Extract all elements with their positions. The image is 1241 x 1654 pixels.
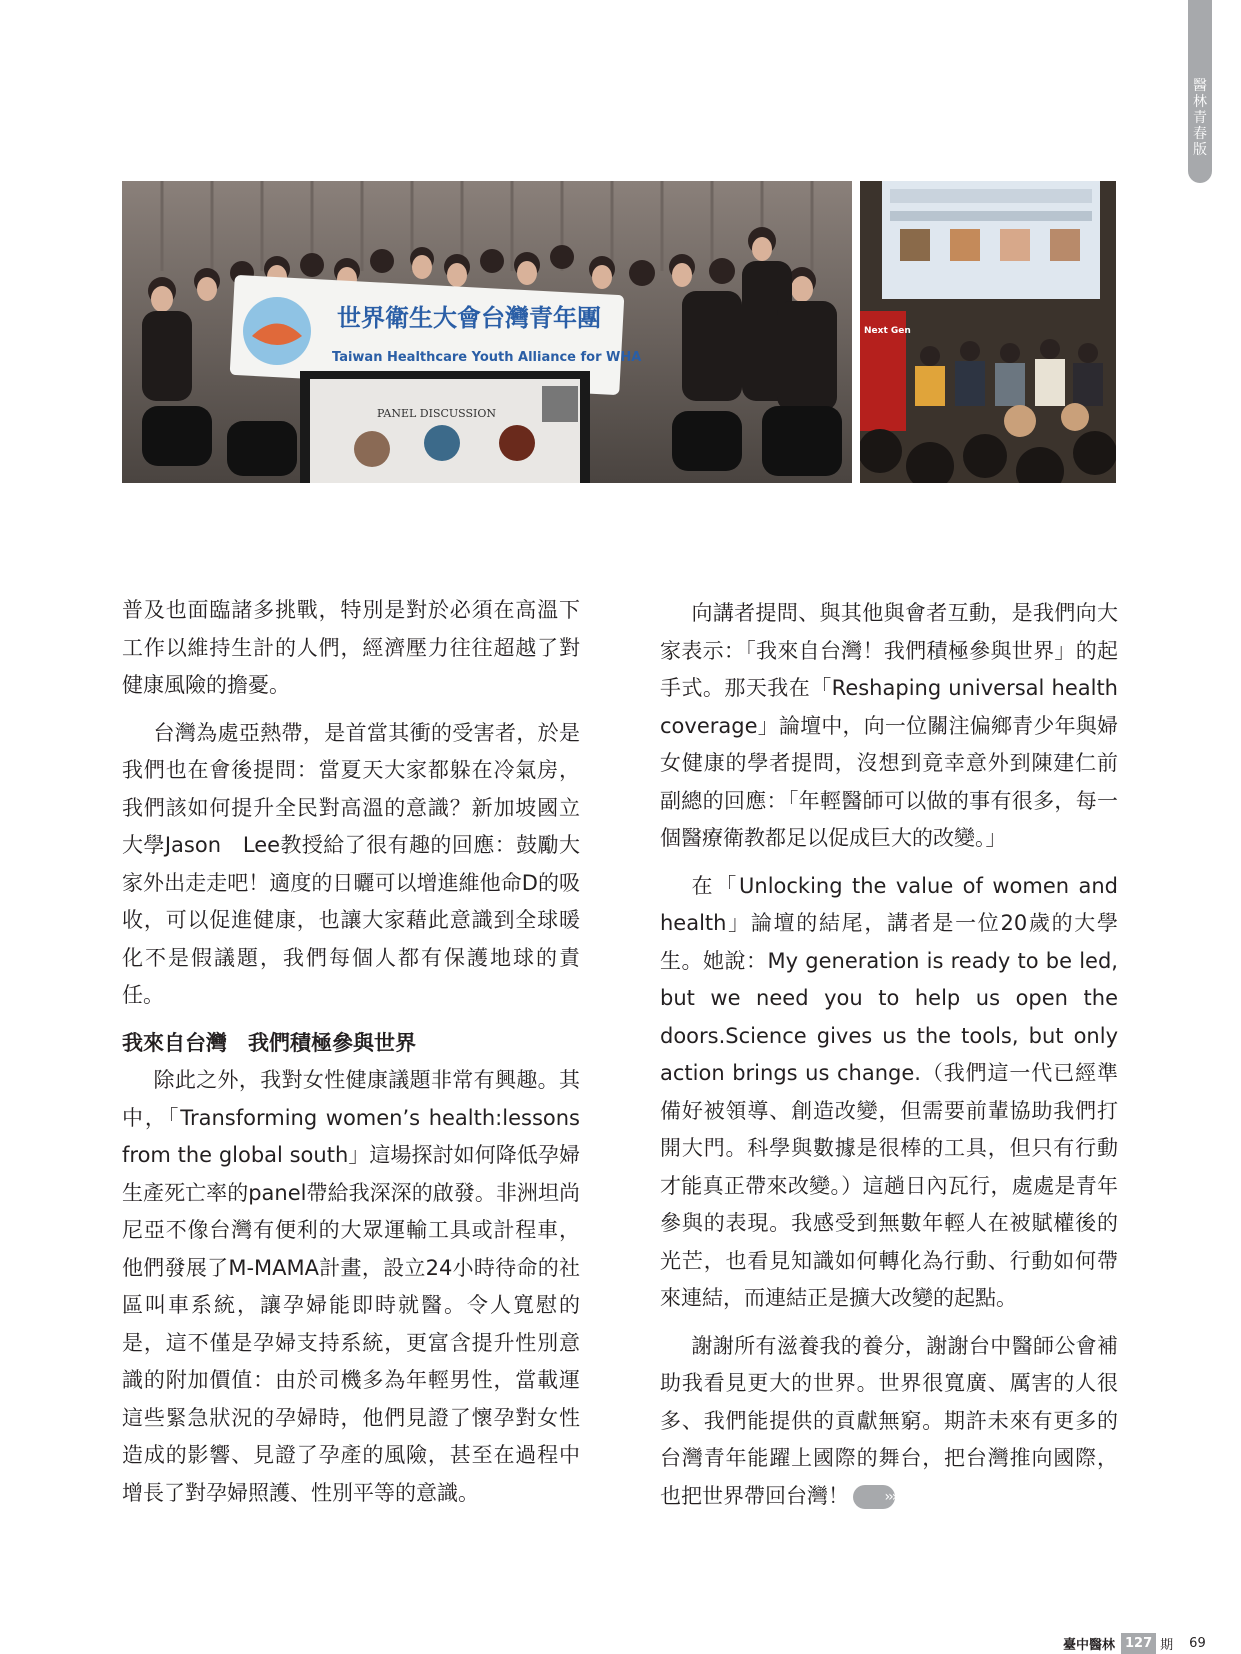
closing-paragraph-text: 謝謝所有滋養我的養分，謝謝台中醫師公會補助我看見更大的世界。世界很寬廣、厲害的人很多、我們能提供的貢獻無窮。期許未來有更多的台灣青年能躍上國際的舞台，把台灣推向國際，也把世界帶回台灣！ <box>660 1333 1118 1508</box>
banner-title: 世界衛生大會台灣青年團 <box>337 304 601 332</box>
paragraph: 向講者提問、與其他與會者互動，是我們向大家表示：「我來自台灣！我們積極參與世界」的起手式。那天我在「Reshaping universal health coverage」論壇中，向一位關注偏鄉青少年與婦女健康的學者提問，沒想到竟幸意外到陳建仁前副總的回應：「年輕醫師可以做的事有很多，每一個醫療衛教都足以促成巨大的改變。」 <box>660 601 1118 850</box>
article-column-right <box>660 595 1118 1515</box>
paragraph <box>660 1328 1118 1516</box>
banner-subtitle: Taiwan Healthcare Youth Alliance for WHA <box>332 350 642 365</box>
article-column-left <box>122 592 580 1512</box>
section-tab-char: 春 <box>1193 126 1207 142</box>
page-number: 69 <box>1189 1636 1206 1651</box>
paragraph: 在「Unlocking the value of women and health」論壇的結尾，講者是一位20歲的大學生。她說：My generation is ready to be led, but we need you to help us open the doors.Science gives us the tools, but only action brings us change.（我們這一代已經準備好被領導、創造改變，但需要前輩協助我們打開大門。科學與數據是很棒的工具，但只有行動才能真正帶來改變。）這趟日內瓦行，處處是青年參與的表現。我感受到無數年輕人在被賦權後的光芒，也看見知識如何轉化為行動、行動如何帶來連結，而連結正是擴大改變的起點。 <box>660 873 1118 1310</box>
paragraph: 普及也面臨諸多挑戰，特別是對於必須在高溫下工作以維持生計的人們，經濟壓力往往超越了對健康風險的擔憂。 <box>122 598 580 697</box>
panel-photo-illustration <box>860 181 1116 483</box>
section-heading: 我來自台灣 我們積極參與世界 <box>122 1030 416 1055</box>
article-end-icon: ››› <box>853 1485 895 1509</box>
group-photo-illustration <box>122 181 852 483</box>
paragraph: 台灣為處亞熱帶，是首當其衝的受害者，於是我們也在會後提問：當夏天大家都躲在冷氣房，我們該如何提升全民對高溫的意識？新加坡國立大學Jason Lee教授給了很有趣的回應：鼓勵大家外出走走吧！適度的日曬可以增進維他命D的吸收，可以促進健康，也讓大家藉此意識到全球暖化不是假議題，我們每個人都有保護地球的責任。 <box>122 720 580 1007</box>
section-tab-char: 青 <box>1193 110 1207 126</box>
section-tab-char: 醫 <box>1193 78 1207 94</box>
section-tab <box>1188 0 1212 183</box>
screen-text: PANEL DISCUSSION <box>377 407 497 420</box>
issue-number: 127 <box>1121 1633 1156 1654</box>
paragraph: 除此之外，我對女性健康議題非常有興趣。其中，「Transforming women’s health:lessons from the global south」這場探討如何降低孕婦生產死亡率的panel帶給我深深的啟發。非洲坦尚尼亞不像台灣有便利的大眾運輸工具或計程車，他們發展了M-MAMA計畫，設立24小時待命的社區叫車系統，讓孕婦能即時就醫。令人寬慰的是，這不僅是孕婦支持系統，更富含提升性別意識的附加價值：由於司機多為年輕男性，當載運這些緊急狀況的孕婦時，他們見證了懷孕對女性造成的影響、見證了孕產的風險，甚至在過程中增長了對孕婦照護、性別平等的意識。 <box>122 1068 580 1505</box>
page-footer <box>1063 1633 1206 1654</box>
side-banner-text: Next Gen <box>864 326 911 336</box>
group-photo <box>122 181 852 483</box>
issue-unit: 期 <box>1160 1638 1174 1653</box>
magazine-name: 臺中醫林 <box>1063 1638 1116 1653</box>
section-tab-char: 版 <box>1193 142 1207 158</box>
panel-photo <box>860 181 1116 483</box>
section-tab-char: 林 <box>1193 94 1207 110</box>
